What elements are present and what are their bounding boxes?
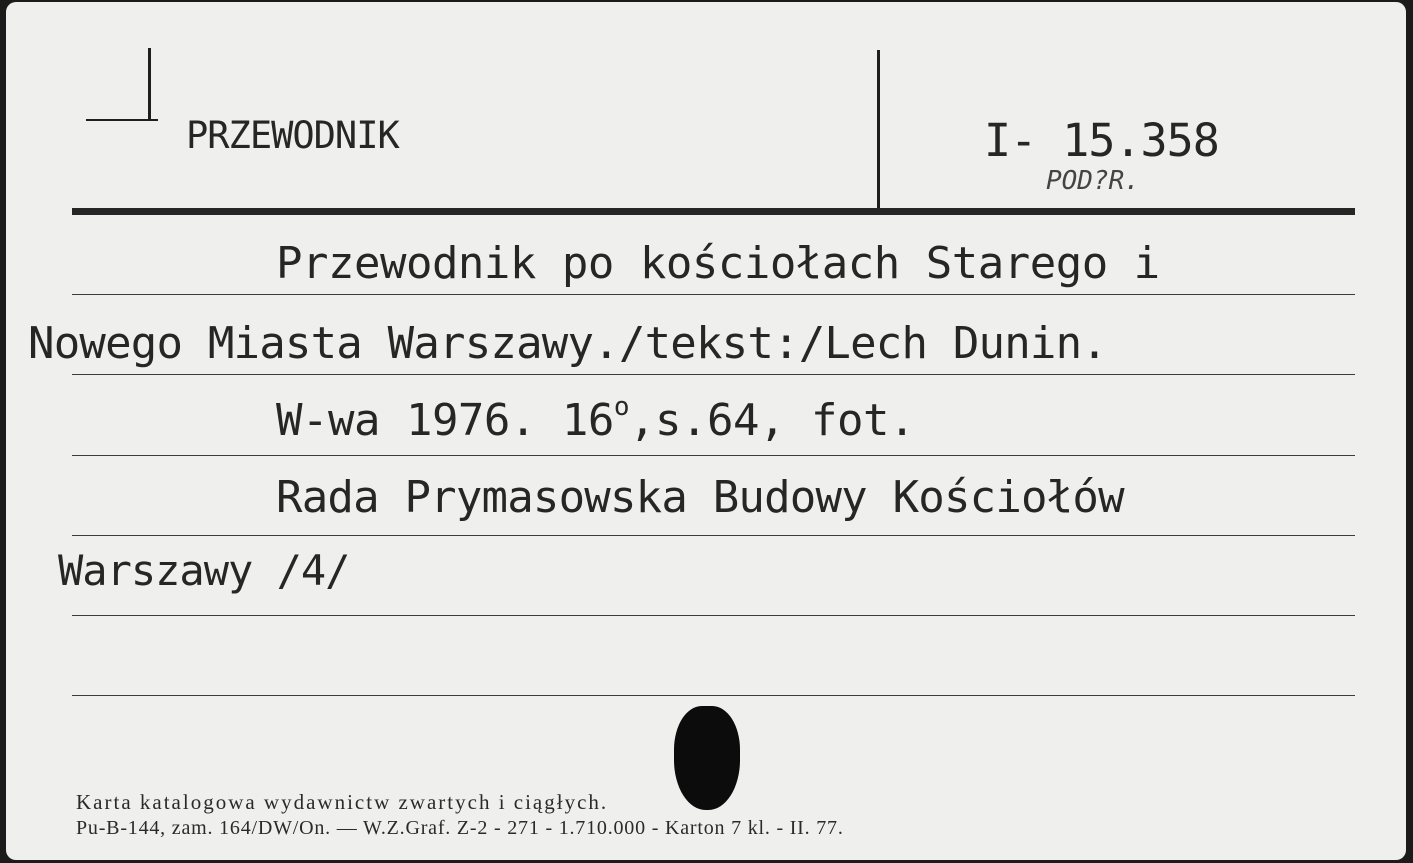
ruled-line [72, 615, 1355, 616]
entry-line-1: Przewodnik po kościołach Starego i [276, 238, 1160, 289]
catalog-card [6, 2, 1406, 860]
call-number: I- 15.358 [984, 114, 1219, 167]
corner-mark-vertical [148, 48, 151, 120]
entry-line-4: Rada Prymasowska Budowy Kościołów [276, 472, 1124, 523]
heading: PRZEWODNIK [186, 114, 399, 157]
corner-mark-horizontal [86, 119, 158, 121]
ruled-line [72, 695, 1355, 696]
format-superscript: o [613, 392, 630, 422]
ruled-line [72, 374, 1355, 375]
entry-line-2: Nowego Miasta Warszawy./tekst:/Lech Dunin. [28, 318, 1107, 369]
footer-line-2: Pu-B-144, zam. 164/DW/On. — W.Z.Graf. Z-2 - 271 - 1.710.000 - Karton 7 kl. - II. 77. [76, 817, 844, 839]
ruled-line [72, 455, 1355, 456]
imprint-text: W-wa 1976. 16 [276, 395, 614, 446]
column-divider [877, 50, 880, 210]
format-rest: ,s.64, fot. [629, 395, 915, 446]
handwritten-note: POD?R. [1046, 166, 1140, 196]
punch-hole [674, 706, 740, 810]
ruled-line [72, 535, 1355, 536]
entry-line-5: Warszawy /4/ [58, 546, 350, 595]
ruled-line [72, 294, 1355, 295]
heading-rule [72, 208, 1355, 215]
entry-line-3 [276, 392, 915, 446]
footer-line-1: Karta katalogowa wydawnictw zwartych i ciągłych. [76, 790, 609, 814]
